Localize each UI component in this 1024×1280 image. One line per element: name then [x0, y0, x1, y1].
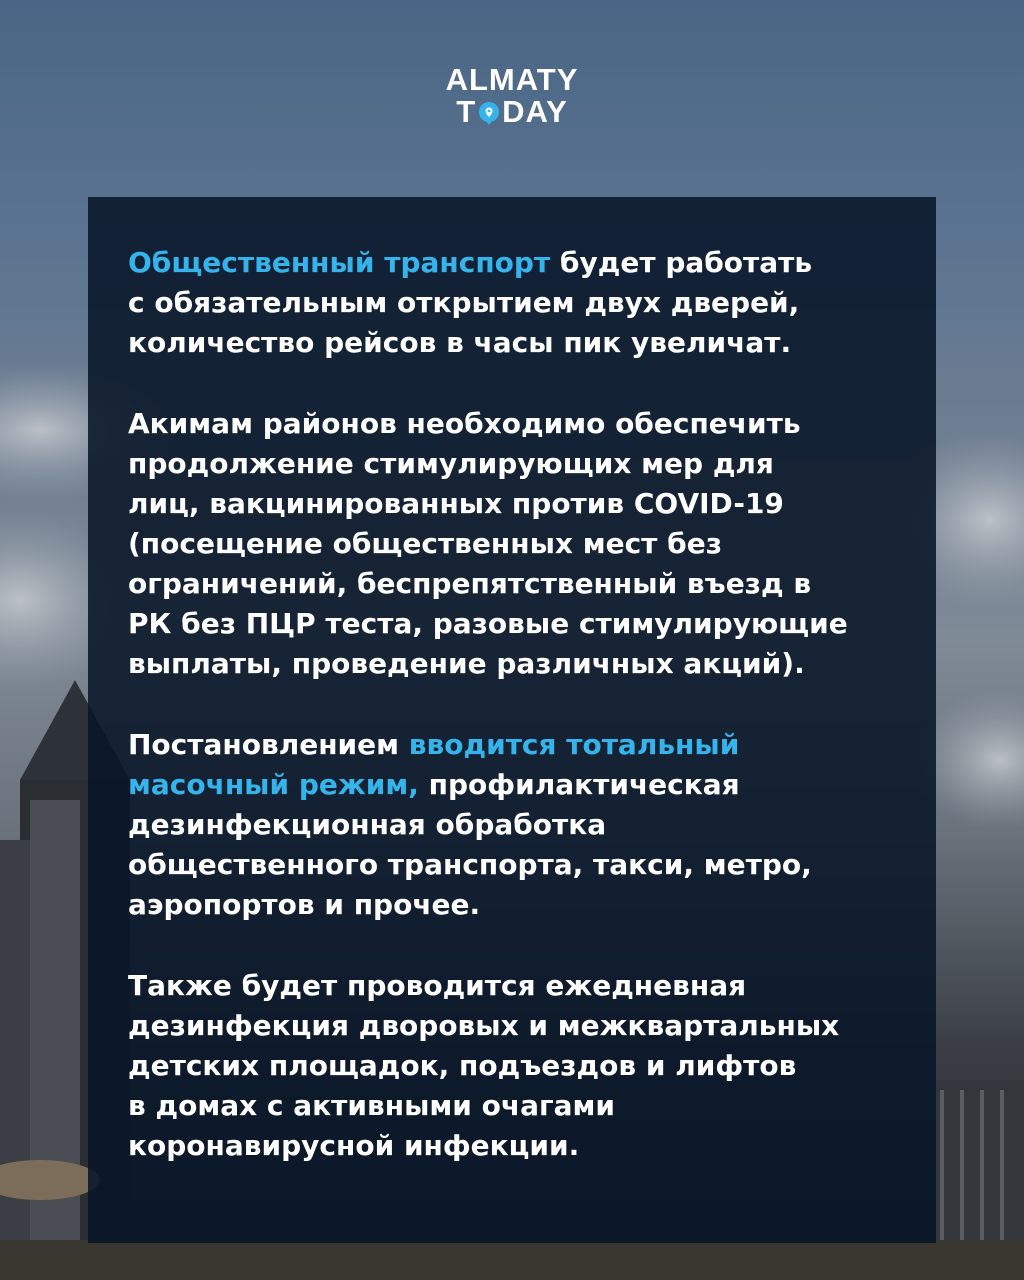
- paragraph-akims: [128, 404, 908, 684]
- text-line: аэропортов и прочее.: [128, 888, 481, 921]
- paragraph-mask-regime: [128, 725, 908, 925]
- almaty-today-logo: [0, 64, 1024, 128]
- text-line: [128, 765, 908, 805]
- logo-letter-t: T: [456, 94, 477, 129]
- text-line: Также будет проводится ежедневная: [128, 969, 747, 1002]
- logo-line-almaty: ALMATY: [445, 62, 579, 97]
- text-line: коронавирусной инфекции.: [128, 1129, 580, 1162]
- text-line: с обязательным открытием двух дверей,: [128, 286, 800, 319]
- article-content: [128, 243, 908, 1207]
- paragraph-disinfection: [128, 966, 908, 1166]
- logo-line-today: [0, 96, 1024, 128]
- text-line: дезинфекционная обработка: [128, 808, 607, 841]
- text-line: в домах с активными очагами: [128, 1089, 616, 1122]
- text-line: РК без ПЦР теста, разовые стимулирующие: [128, 607, 848, 640]
- text-line: количество рейсов в часы пик увеличат.: [128, 326, 792, 359]
- text-line: [128, 243, 908, 283]
- highlight-text: Общественный транспорт: [128, 246, 551, 279]
- text-line: дезинфекция дворовых и межквартальных: [128, 1009, 840, 1042]
- text-fragment: Постановлением: [128, 728, 409, 761]
- location-pin-icon: [477, 101, 501, 125]
- text-line: лиц, вакцинированных против COVID-19: [128, 487, 784, 520]
- text-line: [128, 725, 908, 765]
- text-line: ограничений, беспрепятственный въезд в: [128, 567, 812, 600]
- text-line: Акимам районов необходимо обеспечить: [128, 407, 801, 440]
- text-line: продолжение стимулирующих мер для: [128, 447, 774, 480]
- highlight-text: вводится тотальный: [408, 728, 740, 761]
- text-line: выплаты, проведение различных акций).: [128, 647, 805, 680]
- text-fragment: будет работать: [550, 246, 813, 279]
- highlight-text: масочный режим,: [128, 768, 419, 801]
- logo-letters-day: DAY: [502, 94, 568, 129]
- text-line: детских площадок, подъездов и лифтов: [128, 1049, 797, 1082]
- text-line: (посещение общественных мест без: [128, 527, 722, 560]
- text-line: общественного транспорта, такси, метро,: [128, 848, 812, 881]
- paragraph-public-transport: [128, 243, 908, 363]
- text-fragment: профилактическая: [418, 768, 740, 801]
